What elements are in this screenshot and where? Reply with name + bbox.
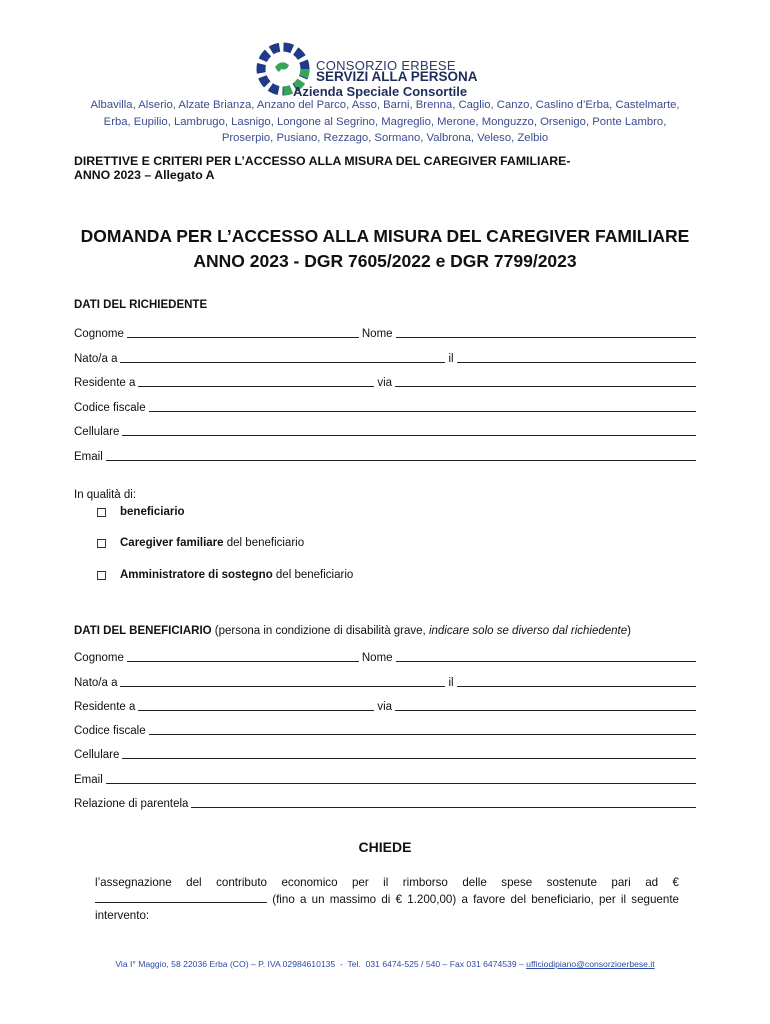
importo-field[interactable] [95, 892, 267, 903]
via-label: via [377, 701, 393, 713]
cognome-field[interactable] [127, 326, 359, 338]
towns-line-1: Albavilla, Alserio, Alzate Brianza, Anzano del Parco, Asso, Barni, Brenna, Caglio, Canzo, Caslino d’Erba, Castelmarte, [90, 99, 680, 111]
chiede-text-a: l’assegnazione del contributo economico per il rimborso delle spese sostenute pari ad € [95, 876, 679, 889]
residenza-field[interactable] [138, 699, 374, 711]
relazione-field[interactable] [191, 796, 696, 808]
beneficiario-nato-row [74, 674, 696, 689]
option-label-rest: del beneficiario [272, 569, 354, 581]
section-heading-beneficiario [74, 625, 631, 637]
cognome-label: Cognome [74, 652, 124, 664]
beneficiario-cognome-nome-row [74, 649, 696, 664]
il-label: il [448, 677, 454, 689]
nome-field[interactable] [396, 650, 696, 662]
towns-line-3: Proserpio, Pusiano, Rezzago, Sormano, Valbrona, Veleso, Zelbio [221, 132, 549, 144]
beneficiario-residenza-row [74, 698, 696, 713]
option-label-rest: del beneficiario [223, 537, 305, 549]
codice-fiscale-label: Codice fiscale [74, 402, 146, 414]
email-label: Email [74, 774, 103, 786]
richiedente-residenza-row [74, 374, 696, 389]
beneficiario-note-end: ) [627, 625, 631, 637]
option-beneficiario[interactable] [97, 506, 185, 518]
relazione-label: Relazione di parentela [74, 798, 189, 810]
chiede-paragraph [95, 875, 679, 925]
cognome-label: Cognome [74, 328, 124, 340]
footer-address: Via I° Maggio, 58 22036 Erba (CO) – P. IVA 02984610135 - Tel. 031 6474-525 / 540 – Fax 031 6474539 – [115, 959, 527, 969]
richiedente-cellulare-row [74, 423, 696, 438]
org-name-line1: CONSORZIO ERBESE [316, 58, 456, 73]
via-field[interactable] [395, 699, 696, 711]
nome-label: Nome [361, 328, 393, 340]
cognome-field[interactable] [127, 650, 359, 662]
option-label: beneficiario [120, 506, 185, 518]
cellulare-label: Cellulare [74, 426, 120, 438]
luogo-nascita-field[interactable] [120, 351, 445, 363]
richiedente-cf-row [74, 399, 696, 414]
beneficiario-cf-row [74, 722, 696, 737]
beneficiario-relazione-row [74, 795, 696, 810]
beneficiario-cellulare-row [74, 746, 696, 761]
title-line-2: ANNO 2023 - DGR 7605/2022 e DGR 7799/2023 [193, 251, 577, 271]
document-title [40, 224, 730, 274]
option-label: Amministratore di sostegno [120, 569, 273, 581]
checkbox[interactable] [97, 571, 106, 580]
data-nascita-field[interactable] [457, 351, 696, 363]
directive-heading [74, 154, 714, 182]
option-amministratore[interactable] [97, 569, 353, 581]
beneficiario-note: (persona in condizione di disabilità grave, [211, 625, 429, 637]
title-line-1: DOMANDA PER L’ACCESSO ALLA MISURA DEL CAREGIVER FAMILIARE [80, 226, 690, 246]
email-field[interactable] [106, 772, 696, 784]
option-caregiver[interactable] [97, 537, 304, 549]
email-label: Email [74, 451, 103, 463]
data-nascita-field[interactable] [457, 675, 696, 687]
beneficiario-heading: DATI DEL BENEFICIARIO [74, 625, 212, 637]
il-label: il [448, 353, 454, 365]
org-name-line3: Azienda Speciale Consortile [293, 84, 468, 99]
codice-fiscale-field[interactable] [149, 400, 696, 412]
residente-label: Residente a [74, 701, 136, 713]
towns-line-2: Erba, Eupilio, Lambrugo, Lasnigo, Longone al Segrino, Magreglio, Merone, Monguzzo, Orsenigo, Ponte Lambro, [103, 115, 667, 128]
richiedente-cognome-nome-row [74, 325, 696, 340]
richiedente-email-row [74, 448, 696, 463]
chiede-text-b: (fino a un massimo di € 1.200,00) a favore del beneficiario, per il seguente intervento: [95, 892, 679, 922]
footer-contacts [0, 959, 770, 969]
nome-label: Nome [361, 652, 393, 664]
via-field[interactable] [395, 375, 696, 387]
section-heading-richiedente: DATI DEL RICHIEDENTE [74, 299, 208, 311]
checkbox[interactable] [97, 539, 106, 548]
directive-line-1: DIRETTIVE E CRITERI PER L’ACCESSO ALLA MISURA DEL CAREGIVER FAMILIARE- [74, 154, 571, 168]
checkbox[interactable] [97, 508, 106, 517]
nome-field[interactable] [396, 326, 696, 338]
codice-fiscale-field[interactable] [149, 723, 696, 735]
residenza-field[interactable] [138, 375, 374, 387]
qualita-label: In qualità di: [74, 489, 137, 501]
luogo-nascita-field[interactable] [120, 675, 445, 687]
beneficiario-email-row [74, 771, 696, 786]
cellulare-field[interactable] [122, 747, 696, 759]
codice-fiscale-label: Codice fiscale [74, 725, 146, 737]
nato-label: Nato/a a [74, 353, 118, 365]
residente-label: Residente a [74, 377, 136, 389]
richiedente-nato-row [74, 350, 696, 365]
footer-email-link[interactable]: ufficiodipiano@consorzioerbese.it [526, 959, 655, 969]
member-towns [70, 97, 700, 147]
chiede-heading: CHIEDE [358, 839, 412, 855]
beneficiario-note-italic: indicare solo se diverso dal richiedente [428, 625, 628, 637]
nato-label: Nato/a a [74, 677, 118, 689]
cellulare-label: Cellulare [74, 749, 120, 761]
email-field[interactable] [106, 449, 696, 461]
cellulare-field[interactable] [122, 424, 696, 436]
option-label: Caregiver familiare [120, 537, 224, 549]
directive-line-2: ANNO 2023 – Allegato A [74, 168, 215, 182]
via-label: via [377, 377, 393, 389]
org-name-line2: SERVIZI ALLA PERSONA [316, 69, 478, 84]
